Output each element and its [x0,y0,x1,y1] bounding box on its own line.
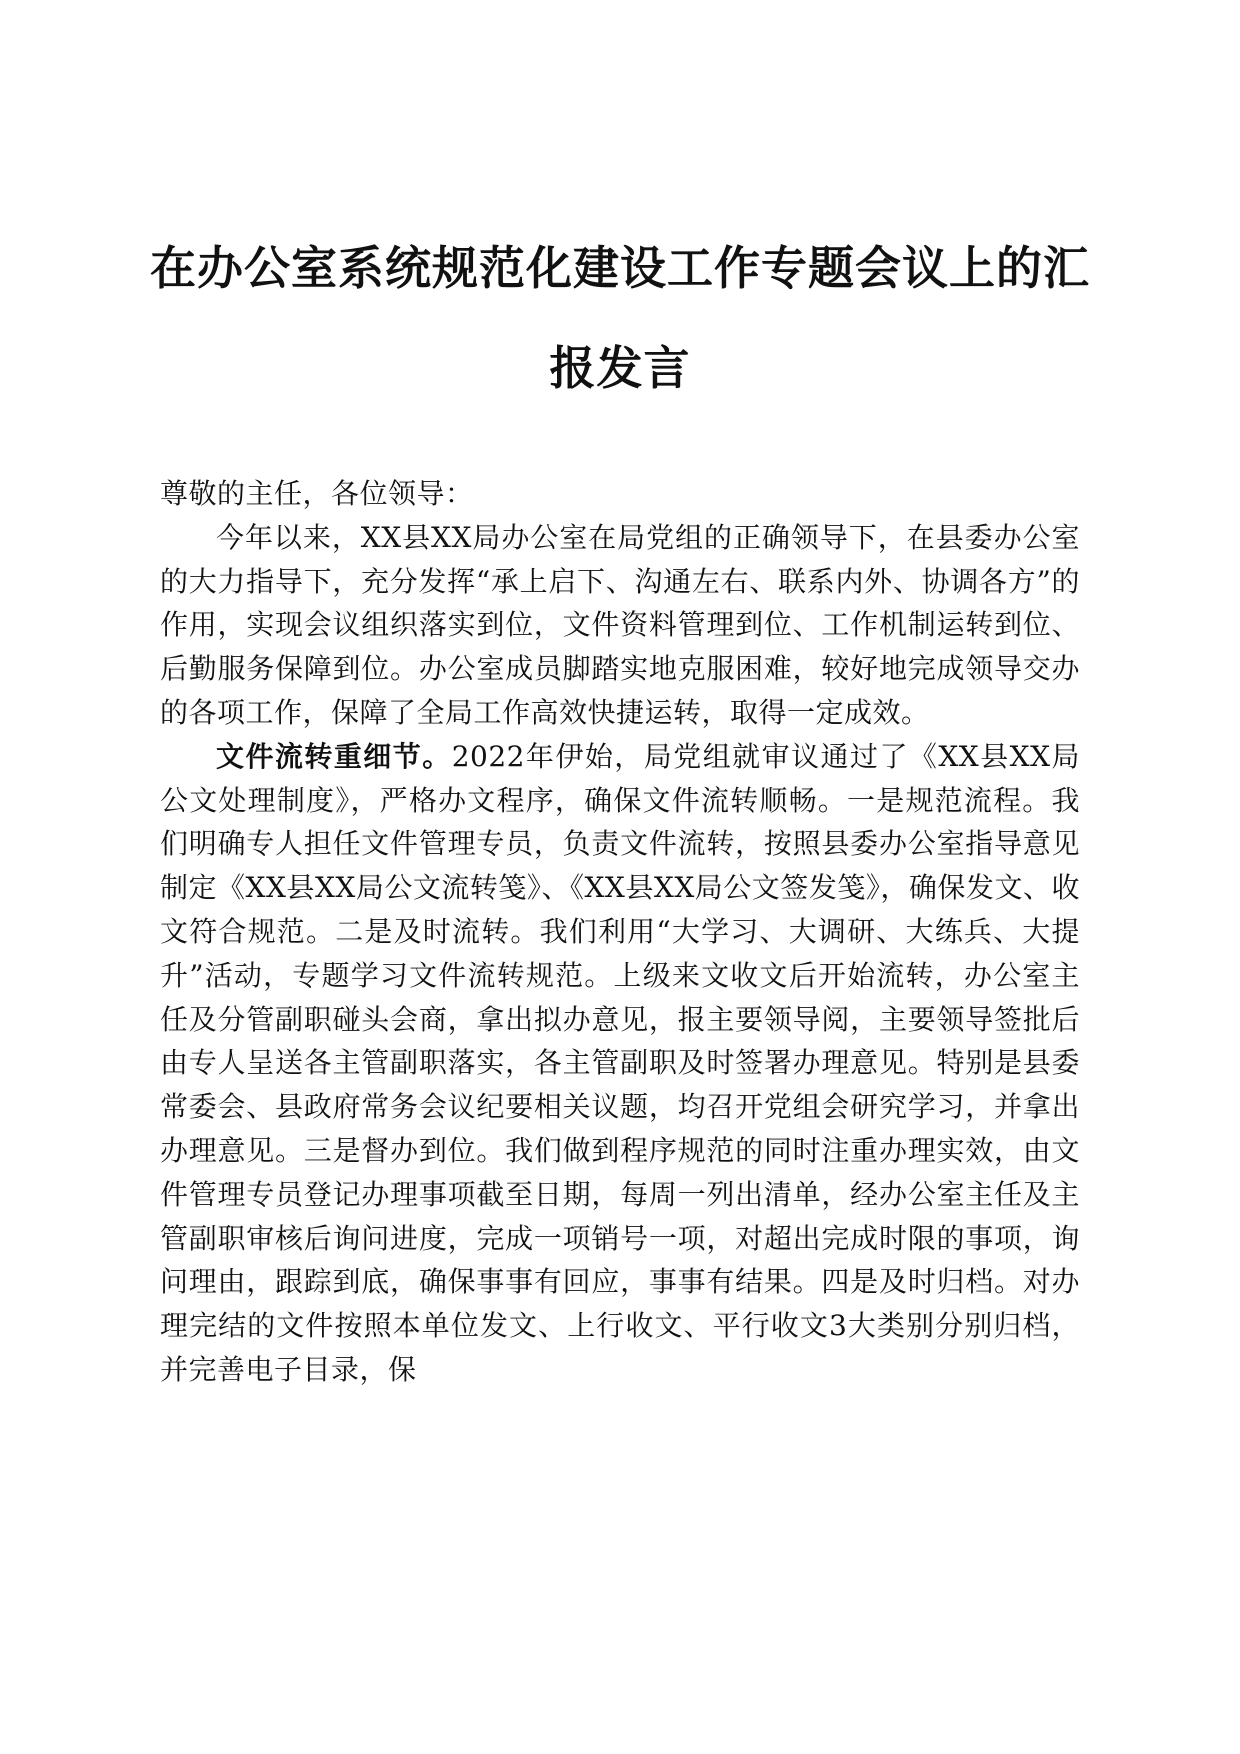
paragraph-text: 今年以来，XX县XX局办公室在局党组的正确领导下，在县委办公室的大力指导下，充分发挥“承上启下、沟通左右、联系内外、协调各方”的作用，实现会议组织落实到位，文件资料管理到位、工作机制运转到位、后勤服务保障到位。办公室成员脚踏实地克服困难，较好地完成领导交办的各项工作，保障了全局工作高效快捷运转，取得一定成效。 [160,520,1080,729]
document-title: 在办公室系统规范化建设工作专题会议上的汇报发言 [150,241,1090,395]
paragraph-text: 2022年伊始，局党组就审议通过了《XX县XX局公文处理制度》，严格办文程序，确保文件流转顺畅。一是规范流程。我们明确专人担任文件管理专员，负责文件流转，按照县委办公室指导意见制定《XX县XX局公文流转笺》、《XX县XX局公文签发笺》，确保发文、收文符合规范。二是及时流转。我们利用“大学习、大调研、大练兵、大提升”活动，专题学习文件流转规范。上级来文收文后开始流转，办公室主任及分管副职碰头会商，拿出拟办意见，报主要领导阅，主要领导签批后由专人呈送各主管副职落实，各主管副职及时签署办理意见。特别是县委常委会、县政府常务会议纪要相关议题，均召开党组会研究学习，并拿出办理意见。三是督办到位。我们做到程序规范的同时注重办理实效，由文件管理专员登记办理事项截至日期，每周一列出清单，经办公室主任及主管副职审核后询问进度，完成一项销号一项，对超出完成时限的事项，询问理由，跟踪到底，确保事事有回应，事事有结果。四是及时归档。对办理完结的文件按照本单位发文、上行收文、平行收文3大类别分别归档，并完善电子目录，保 [160,739,1080,1386]
paragraph-lead-heading: 文件流转重细节。 [216,739,452,773]
salutation: 尊敬的主任，各位领导： [160,477,474,510]
paragraph-intro [160,516,1080,735]
document-body [160,472,1080,1392]
paragraph-document-flow [160,735,1080,1392]
